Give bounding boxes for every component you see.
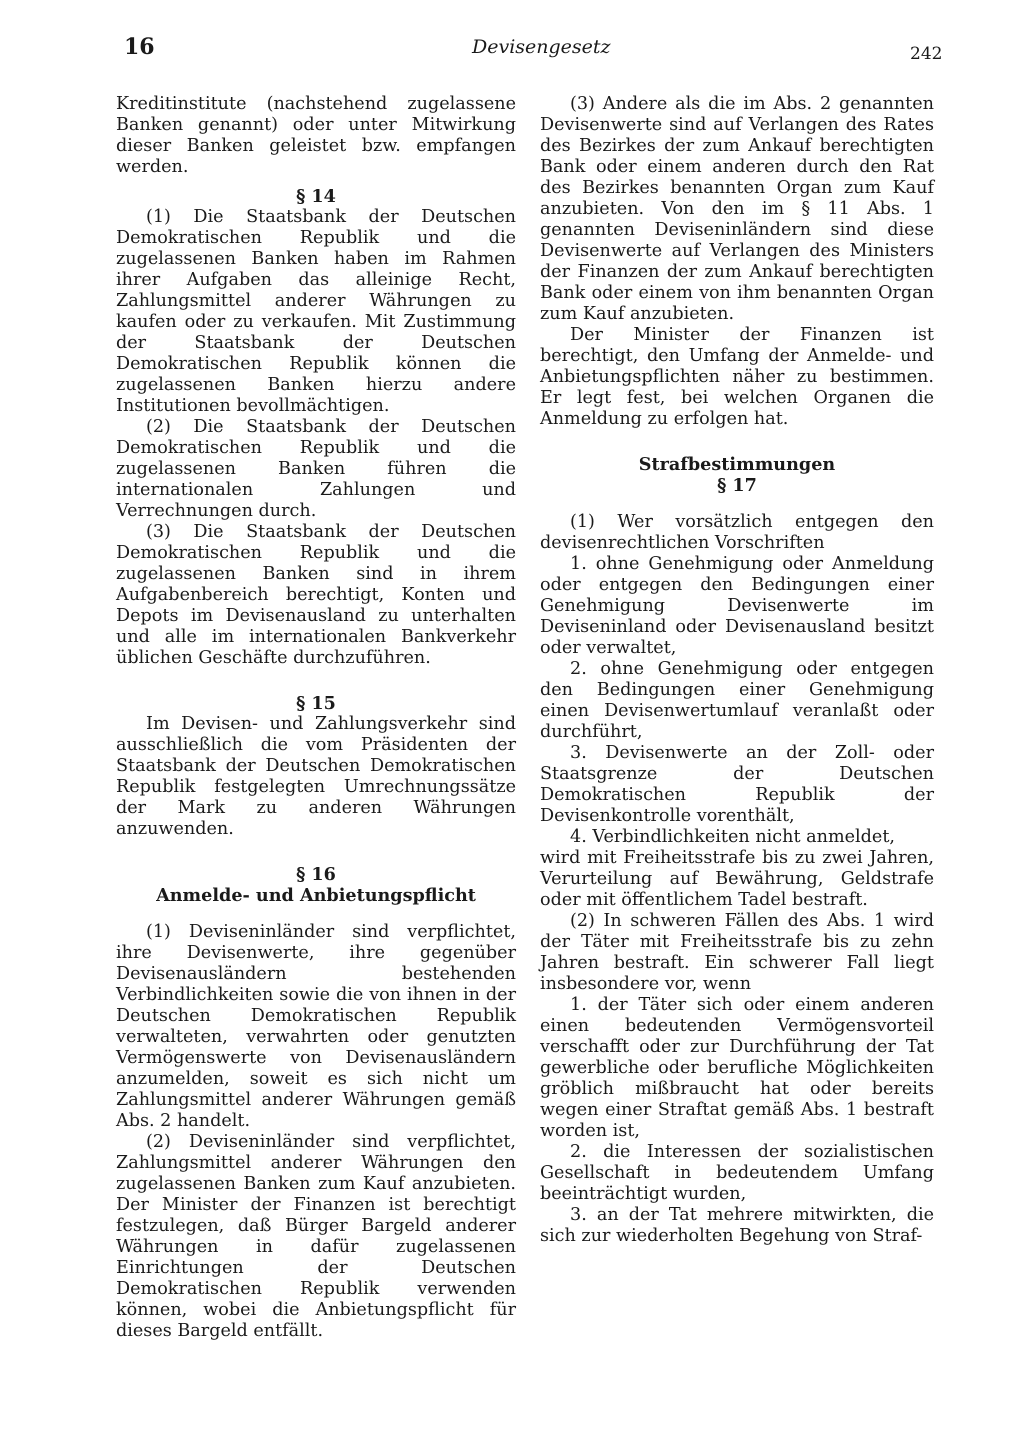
section-16-title: Anmelde- und Anbietungspflicht xyxy=(156,885,476,906)
section-17-item-3: 3. Devisenwerte an der Zoll- oder Staatsgrenze der Deutschen Demokratischen Republik der Devisenkontrolle vorenthält, xyxy=(540,743,934,826)
section-15-heading: § 15 xyxy=(296,693,336,714)
section-17-continuation: wird mit Freiheitsstrafe bis zu zwei Jahren, Verurteilung auf Bewährung, Geldstrafe oder mit öffentlichem Tadel bestraft. xyxy=(540,848,934,910)
section-17-heading: § 17 xyxy=(717,475,757,496)
running-title: Devisengesetz xyxy=(472,36,611,58)
section-14-para-1: (1) Die Staatsbank der Deutschen Demokratischen Republik und die zugelassenen Banken haben im Rahmen ihrer Aufgaben das alleinige Recht, Zahlungsmittel anderer Währungen zu kaufen oder zu verkaufen. Mit Zustimmung der Staatsbank der Deutschen Demokratischen Republik können die zugelassenen Banken hierzu andere Institutionen bevollmächtigen. xyxy=(116,207,516,416)
section-16-para-2: (2) Deviseninländer sind verpflichtet, Zahlungsmittel anderer Währungen den zugelassenen Banken zum Kauf anzubieten. Der Minister der Finanzen ist berechtigt festzulegen, daß Bürger Bargeld anderer Währungen in dafür zugelassenen Einrichtungen der Deutschen Demokratischen Republik verwenden können, wobei die Anbietungspflicht für dieses Bargeld entfällt. xyxy=(116,1132,516,1341)
section-17-item-4: 4. Verbindlichkeiten nicht anmeldet, xyxy=(570,827,896,847)
left-column xyxy=(116,94,516,1342)
section-15-para-1: Im Devisen- und Zahlungsverkehr sind ausschließlich die vom Präsidenten der Staatsbank der Deutschen Demokratischen Republik festgelegten Umrechnungssätze der Mark zu anderen Währungen anzuwenden. xyxy=(116,714,516,839)
section-14-heading: § 14 xyxy=(296,186,336,207)
section-16-para-4: Der Minister der Finanzen ist berechtigt, den Umfang der Anmelde- und Anbietungspflichten näher zu bestimmen. Er legt fest, bei welchen Organen die Anmeldung zu erfolgen hat. xyxy=(540,325,934,429)
section-14-para-3: (3) Die Staatsbank der Deutschen Demokratischen Republik und die zugelassenen Banken sind in ihrem Aufgabenbereich berechtigt, Konten und Depots im Devisenausland zu unterhalten und alle im internationalen Bankverkehr üblichen Geschäfte durchzuführen. xyxy=(116,522,516,668)
section-16-para-1: (1) Deviseninländer sind verpflichtet, ihre Devisenwerte, ihre gegenüber Devisenausländern bestehenden Verbindlichkeiten sowie die von ihnen in der Deutschen Demokratischen Republik verwalteten, verwahrten oder genutzten Vermögenswerte von Devisenausländern anzumelden, soweit es sich nicht um Zahlungsmittel anderer Währungen gemäß Abs. 2 handelt. xyxy=(116,922,516,1131)
section-17-subitem-3: 3. an der Tat mehrere mitwirkten, die sich zur wiederholten Begehung von Straf- xyxy=(540,1205,934,1246)
page-number-right: 242 xyxy=(910,44,943,64)
section-17-para-2: (2) In schweren Fällen des Abs. 1 wird der Täter mit Freiheitsstrafe bis zu zehn Jahren bestraft. Ein schwerer Fall liegt insbesondere vor, wenn xyxy=(540,911,934,994)
section-17-subitem-1: 1. der Täter sich oder einem anderen einen bedeutenden Vermögensvorteil verschafft oder zur Durchführung der Tat gewerbliche oder berufliche Möglichkeiten gröblich mißbraucht hat oder bereits wegen einer Straftat gemäß Abs. 1 bestraft worden ist, xyxy=(540,995,934,1141)
section-16-heading: § 16 xyxy=(296,864,336,885)
section-17-item-1: 1. ohne Genehmigung oder Anmeldung oder entgegen den Bedingungen einer Genehmigung Devisenwerte im Deviseninland oder Devisenausland besitzt oder verwaltet, xyxy=(540,554,934,658)
right-column xyxy=(540,94,934,1247)
section-14-para-2: (2) Die Staatsbank der Deutschen Demokratischen Republik und die zugelassenen Banken führen die internationalen Zahlungen und Verrechnungen durch. xyxy=(116,417,516,521)
strafbestimmungen-title: Strafbestimmungen xyxy=(638,454,836,475)
paragraph-continuation: Kreditinstitute (nachstehend zugelassene Banken genannt) oder unter Mitwirkung dieser Banken geleistet bzw. empfangen werden. xyxy=(116,94,516,177)
section-17-subitem-2: 2. die Interessen der sozialistischen Gesellschaft in bedeutendem Umfang beeinträchtigt wurden, xyxy=(540,1142,934,1204)
page-number: 16 xyxy=(124,34,155,60)
section-17-item-2: 2. ohne Genehmigung oder entgegen den Bedingungen einer Genehmigung einen Devisenwertumlauf veranlaßt oder durchführt, xyxy=(540,659,934,742)
section-16-para-3: (3) Andere als die im Abs. 2 genannten Devisenwerte sind auf Verlangen des Rates des Bezirkes der zum Ankauf berechtigten Bank oder einem anderen durch den Rat des Bezirkes benannten Organ zum Kauf anzubieten. Von den im § 11 Abs. 1 genannten Deviseninländern sind diese Devisenwerte auf Verlangen des Ministers der Finanzen der zum Ankauf berechtigten Bank oder einem von ihm benannten Organ zum Kauf anzubieten. xyxy=(540,94,934,324)
section-17-para-1: (1) Wer vorsätzlich entgegen den devisenrechtlichen Vorschriften xyxy=(540,512,934,553)
